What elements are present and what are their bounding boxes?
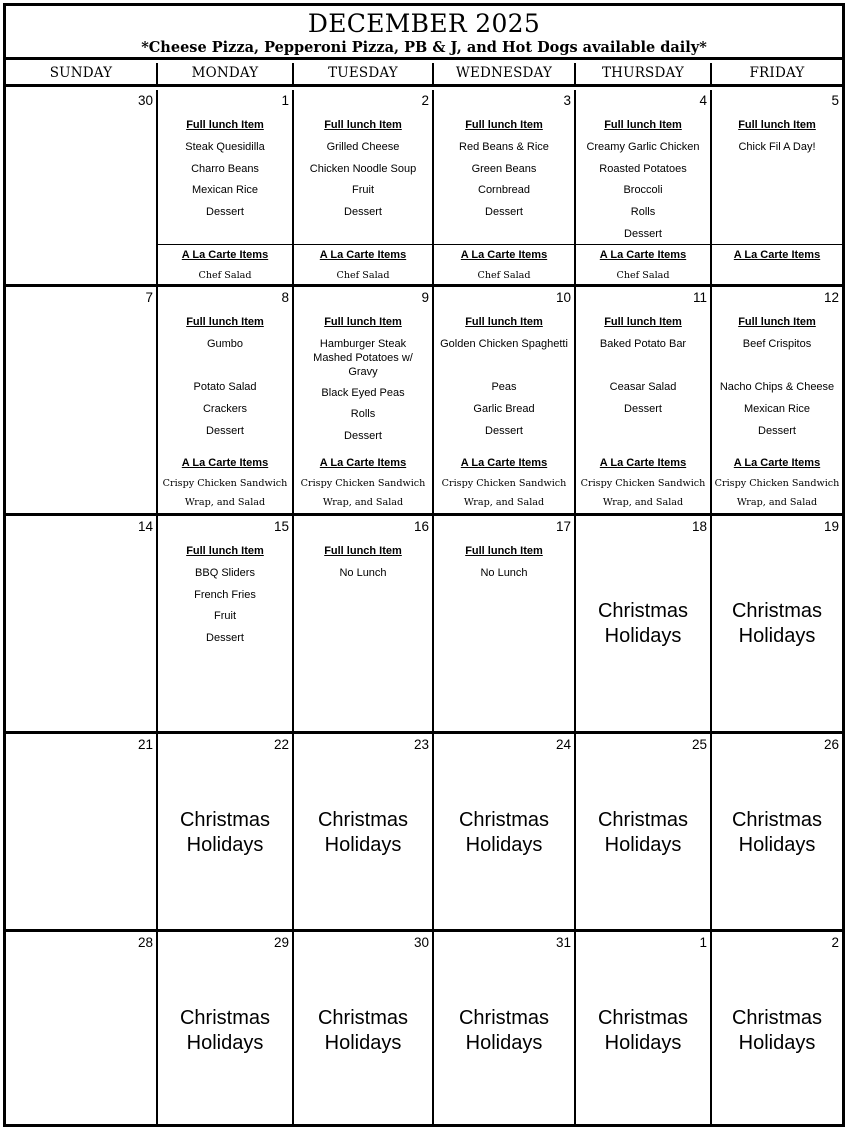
menu-item: Creamy Garlic Chicken	[586, 141, 700, 153]
holiday-label	[158, 808, 292, 858]
menu-item: Red Beans & Rice	[459, 141, 549, 153]
a-la-carte-heading: A La Carte Items	[599, 249, 687, 261]
weekday-tuesday: TUESDAY	[292, 63, 432, 84]
day-number: 7	[145, 290, 153, 305]
a-la-carte-divider	[294, 244, 432, 245]
holiday-label-line2: Holidays	[186, 834, 264, 856]
day-number: 11	[692, 290, 707, 305]
holiday-label	[712, 808, 842, 858]
day-cell	[432, 516, 574, 731]
holiday-label-line1: Christmas	[731, 1007, 822, 1029]
a-la-carte-item: Wrap, and Salad	[736, 497, 818, 508]
a-la-carte-heading: A La Carte Items	[181, 457, 269, 469]
menu-item: Dessert	[344, 206, 382, 219]
day-number: 29	[273, 935, 289, 950]
holiday-label-line2: Holidays	[738, 834, 816, 856]
full-lunch-heading: Full lunch Item	[465, 545, 543, 557]
menu-item: Mashed Potatoes w/ Gravy	[313, 351, 413, 378]
full-lunch-heading: Full lunch Item	[465, 119, 543, 131]
weekday-friday: FRIDAY	[710, 63, 842, 84]
holiday-label-line2: Holidays	[738, 625, 816, 647]
day-number: 3	[563, 93, 571, 108]
day-cell	[574, 734, 710, 929]
a-la-carte-divider	[158, 244, 292, 245]
day-number: 31	[555, 935, 571, 950]
holiday-label	[576, 599, 710, 649]
day-cell	[574, 90, 710, 284]
calendar-header	[6, 6, 842, 60]
day-cell	[6, 287, 156, 513]
calendar-page	[3, 3, 845, 1127]
day-cell	[574, 932, 710, 1127]
menu-item: Dessert	[206, 424, 244, 437]
menu-item: Dessert	[624, 403, 662, 416]
menu-item: Baked Potato Bar	[599, 338, 687, 350]
a-la-carte-heading: A La Carte Items	[733, 249, 821, 261]
a-la-carte-item: Crispy Chicken Sandwich	[300, 478, 426, 489]
a-la-carte-item: Crispy Chicken Sandwich	[714, 478, 840, 489]
holiday-label-line1: Christmas	[597, 1007, 688, 1029]
day-number: 12	[823, 290, 839, 305]
day-cell	[156, 287, 292, 513]
menu-item: Charro Beans	[191, 162, 259, 175]
full-lunch-heading: Full lunch Item	[465, 316, 543, 328]
holiday-label	[576, 808, 710, 858]
day-number: 25	[691, 737, 707, 752]
full-lunch-heading: Full lunch Item	[324, 119, 402, 131]
a-la-carte-heading: A La Carte Items	[319, 457, 407, 469]
menu-item: No Lunch	[339, 567, 387, 579]
day-number: 5	[831, 93, 839, 108]
holiday-label-line2: Holidays	[324, 834, 402, 856]
a-la-carte-divider	[576, 244, 710, 245]
day-cell	[156, 734, 292, 929]
a-la-carte-heading: A La Carte Items	[181, 249, 269, 261]
a-la-carte-divider	[434, 244, 574, 245]
full-lunch-heading: Full lunch Item	[186, 119, 264, 131]
full-lunch-heading: Full lunch Item	[186, 545, 264, 557]
day-cell	[710, 516, 842, 731]
holiday-label	[294, 808, 432, 858]
menu-item: Dessert	[344, 430, 382, 443]
a-la-carte-item: Chef Salad	[616, 270, 670, 281]
day-number: 2	[831, 935, 839, 950]
day-number: 26	[823, 737, 839, 752]
holiday-label-line2: Holidays	[604, 625, 682, 647]
a-la-carte-item: Chef Salad	[336, 270, 390, 281]
day-cell	[432, 734, 574, 929]
menu-item: Beef Crispitos	[742, 338, 812, 350]
weekday-wednesday: WEDNESDAY	[432, 63, 574, 84]
holiday-label-line1: Christmas	[317, 1007, 408, 1029]
day-number: 22	[273, 737, 289, 752]
full-lunch-heading: Full lunch Item	[324, 545, 402, 557]
menu-item: Crackers	[202, 403, 247, 416]
menu-item: Black Eyed Peas	[321, 386, 405, 399]
menu-item: Mexican Rice	[743, 403, 811, 416]
day-cell	[710, 734, 842, 929]
a-la-carte-item: Crispy Chicken Sandwich	[580, 478, 706, 489]
day-number: 24	[555, 737, 571, 752]
day-number: 8	[281, 290, 289, 305]
menu-item: Dessert	[206, 632, 244, 645]
a-la-carte-item: Crispy Chicken Sandwich	[441, 478, 567, 489]
menu-item: Rolls	[350, 408, 376, 421]
holiday-label-line1: Christmas	[179, 1007, 270, 1029]
day-number: 4	[699, 93, 707, 108]
menu-item: Golden Chicken Spaghetti	[440, 338, 568, 350]
day-number: 19	[823, 519, 839, 534]
menu-item: Gumbo	[206, 338, 244, 350]
day-number: 30	[413, 935, 429, 950]
day-number: 15	[273, 519, 289, 534]
day-cell	[710, 932, 842, 1127]
holiday-label-line1: Christmas	[458, 1007, 549, 1029]
a-la-carte-item: Chef Salad	[198, 270, 252, 281]
day-number: 1	[699, 935, 707, 950]
day-cell	[432, 932, 574, 1127]
menu-item: Peas	[491, 381, 517, 394]
full-lunch-heading: Full lunch Item	[604, 119, 682, 131]
weekday-sunday: SUNDAY	[49, 65, 113, 81]
day-number: 2	[421, 93, 429, 108]
a-la-carte-item: Wrap, and Salad	[184, 497, 266, 508]
day-number: 23	[413, 737, 429, 752]
menu-item: Potato Salad	[193, 381, 257, 394]
day-cell	[6, 932, 156, 1127]
day-number: 28	[137, 935, 153, 950]
menu-item: Ceasar Salad	[609, 381, 677, 394]
day-number: 14	[137, 519, 153, 534]
day-cell	[156, 516, 292, 731]
holiday-label-line1: Christmas	[731, 600, 822, 622]
weekday-monday: MONDAY	[156, 63, 292, 84]
day-cell	[292, 516, 432, 731]
a-la-carte-item: Wrap, and Salad	[322, 497, 404, 508]
a-la-carte-heading: A La Carte Items	[460, 457, 548, 469]
menu-item: Dessert	[758, 424, 796, 437]
day-cell	[6, 734, 156, 929]
a-la-carte-heading: A La Carte Items	[460, 249, 548, 261]
a-la-carte-item: Wrap, and Salad	[602, 497, 684, 508]
day-cell	[710, 90, 842, 284]
day-number: 10	[555, 290, 571, 305]
a-la-carte-item: Chef Salad	[477, 270, 531, 281]
day-number: 1	[281, 93, 289, 108]
day-number: 17	[555, 519, 571, 534]
a-la-carte-heading: A La Carte Items	[599, 457, 687, 469]
holiday-label	[158, 1006, 292, 1056]
a-la-carte-heading: A La Carte Items	[733, 457, 821, 469]
a-la-carte-divider	[712, 244, 842, 245]
menu-item: Steak Quesidilla	[185, 141, 265, 153]
full-lunch-heading: Full lunch Item	[604, 316, 682, 328]
day-cell	[156, 90, 292, 284]
menu-item: Rolls	[630, 206, 656, 219]
holiday-label-line2: Holidays	[465, 1032, 543, 1054]
holiday-label-line1: Christmas	[317, 809, 408, 831]
holiday-label	[712, 1006, 842, 1056]
menu-item: Hamburger Steak	[319, 338, 407, 350]
a-la-carte-item: Wrap, and Salad	[463, 497, 545, 508]
menu-item: Fruit	[214, 610, 236, 623]
day-cell	[574, 516, 710, 731]
menu-item: Chicken Noodle Soup	[309, 162, 417, 175]
holiday-label-line1: Christmas	[179, 809, 270, 831]
holiday-label	[576, 1006, 710, 1056]
month-title: DECEMBER 2025	[307, 9, 541, 38]
menu-item: Garlic Bread	[473, 403, 535, 416]
menu-item: Nacho Chips & Cheese	[719, 381, 835, 394]
holiday-label-line2: Holidays	[465, 834, 543, 856]
full-lunch-heading: Full lunch Item	[324, 316, 402, 328]
day-number: 30	[137, 93, 153, 108]
day-cell	[432, 90, 574, 284]
weekday-thursday: THURSDAY	[574, 63, 710, 84]
day-cell	[574, 287, 710, 513]
holiday-label-line2: Holidays	[604, 1032, 682, 1054]
full-lunch-heading: Full lunch Item	[186, 316, 264, 328]
menu-item: French Fries	[194, 588, 256, 601]
day-cell	[6, 516, 156, 731]
menu-item: Mexican Rice	[191, 184, 259, 197]
day-number: 18	[691, 519, 707, 534]
menu-item: Dessert	[485, 206, 523, 219]
menu-item: Green Beans	[471, 162, 537, 175]
day-number: 16	[413, 519, 429, 534]
day-cell	[6, 90, 156, 284]
weekday-header-row	[6, 63, 842, 87]
day-cell	[710, 287, 842, 513]
menu-item: Dessert	[206, 206, 244, 219]
holiday-label-line1: Christmas	[597, 809, 688, 831]
a-la-carte-heading: A La Carte Items	[319, 249, 407, 261]
menu-item: Cornbread	[478, 184, 530, 197]
daily-availability-note: *Cheese Pizza, Pepperoni Pizza, PB & J, and Hot Dogs available daily*	[141, 39, 707, 56]
menu-item: Dessert	[485, 424, 523, 437]
day-number: 9	[421, 290, 429, 305]
a-la-carte-item: Crispy Chicken Sandwich	[162, 478, 288, 489]
menu-item: Fruit	[352, 184, 374, 197]
full-lunch-heading: Full lunch Item	[738, 316, 816, 328]
holiday-label-line2: Holidays	[186, 1032, 264, 1054]
full-lunch-heading: Full lunch Item	[738, 119, 816, 131]
day-cell	[292, 734, 432, 929]
day-cell	[292, 932, 432, 1127]
menu-item: Chick Fil A Day!	[738, 141, 816, 153]
menu-item: Roasted Potatoes	[599, 162, 687, 175]
menu-item: Broccoli	[623, 184, 663, 197]
holiday-label-line2: Holidays	[738, 1032, 816, 1054]
day-number: 21	[137, 737, 153, 752]
holiday-label-line1: Christmas	[731, 809, 822, 831]
menu-item: BBQ Sliders	[195, 567, 255, 579]
day-cell	[156, 932, 292, 1127]
holiday-label-line2: Holidays	[604, 834, 682, 856]
menu-item: Dessert	[624, 227, 662, 240]
holiday-label	[712, 599, 842, 649]
menu-item: No Lunch	[480, 567, 528, 579]
holiday-label-line1: Christmas	[597, 600, 688, 622]
holiday-label	[434, 808, 574, 858]
menu-item: Grilled Cheese	[326, 141, 400, 153]
holiday-label	[434, 1006, 574, 1056]
day-cell	[292, 90, 432, 284]
holiday-label-line2: Holidays	[324, 1032, 402, 1054]
day-cell	[292, 287, 432, 513]
day-cell	[432, 287, 574, 513]
holiday-label	[294, 1006, 432, 1056]
holiday-label-line1: Christmas	[458, 809, 549, 831]
